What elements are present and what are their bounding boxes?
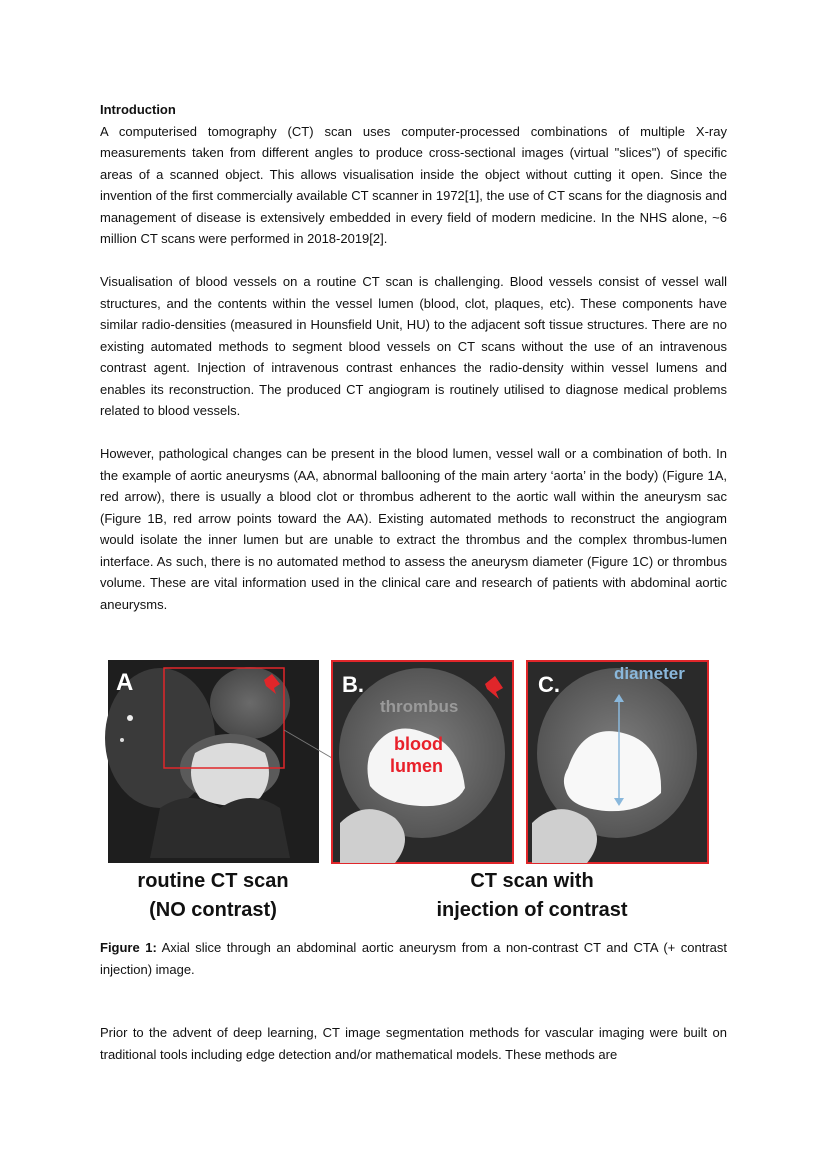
left-caption-line1: routine CT scan bbox=[137, 870, 289, 892]
right-caption-line2: injection of contrast bbox=[436, 899, 628, 921]
panel-c bbox=[527, 661, 708, 863]
paragraph-2: Visualisation of blood vessels on a routine CT scan is challenging. Blood vessels consist of vessel wall structures, and the contents within the vessel lumen (blood, clot, plaques, etc). These components have similar radio-densities (measured in Hounsfield Unit, HU) to the adjacent soft tissue structures. There are no existing automated methods to segment blood vessels on CT scans without the use of an intravenous contrast agent. Injection of intravenous contrast enhances the radio-density within vessel lumens and enables its reconstruction. The produced CT angiogram is routinely utilised to diagnose medical problems related to blood vessels. bbox=[100, 274, 727, 418]
aorta-shape bbox=[210, 667, 290, 739]
paragraph-1: A computerised tomography (CT) scan uses computer-processed combinations of multiple X-ray measurements taken from different angles to produce cross-sectional images (virtual "slices") of specific areas of a scanned object. This allows visualisation inside the object without cutting it open. Since the invention of the first commercially available CT scanner in 1972[1], the use of CT scans for the diagnosis and management of disease is extensively embedded in every field of modern medicine. In the NHS alone, ~6 million CT scans were performed in 2018-2019[2]. bbox=[100, 123, 727, 246]
vertebra-shape bbox=[191, 743, 269, 806]
panel-a-letter: A bbox=[116, 669, 134, 696]
section-heading: Introduction bbox=[100, 102, 176, 117]
main-text bbox=[100, 99, 727, 637]
panel-a bbox=[105, 660, 332, 863]
right-caption-line1: CT scan with bbox=[470, 870, 594, 892]
lumen-label: lumen bbox=[390, 756, 444, 776]
panel-c-letter: C. bbox=[538, 672, 560, 697]
figure-1-graphic bbox=[100, 658, 727, 926]
figure-1 bbox=[100, 658, 727, 926]
thrombus-label: thrombus bbox=[380, 697, 459, 716]
figure-caption-text: Axial slice through an abdominal aortic aneurysm from a non-contrast CT and CTA (+ contrast injection) image. bbox=[100, 940, 727, 977]
blood-label: blood bbox=[394, 734, 443, 754]
panel-b bbox=[332, 661, 513, 863]
paragraph-4: Prior to the advent of deep learning, CT image segmentation methods for vascular imaging were built on traditional tools including edge detection and/or mathematical models. These methods are bbox=[100, 1025, 727, 1062]
panel-b-letter: B. bbox=[342, 672, 364, 697]
figure-caption-label: Figure 1: bbox=[100, 940, 157, 955]
figure-caption bbox=[100, 937, 727, 980]
diameter-label: diameter bbox=[614, 664, 685, 683]
paragraph-3: However, pathological changes can be present in the blood lumen, vessel wall or a combination of both. In the example of aortic aneurysms (AA, abnormal ballooning of the main artery ‘aorta’ in the body) (Figure 1A, red arrow), there is usually a blood clot or thrombus adherent to the aortic wall within the aneurysm sac (Figure 1B, red arrow points toward the AA). Existing automated methods to reconstruct the angiogram would isolate the inner lumen but are unable to extract the thrombus and the complex thrombus-lumen interface. As such, there is no automated method to assess the aneurysm diameter (Figure 1C) or thrombus volume. These are vital information used in the clinical care and research of patients with abdominal aortic aneurysms. bbox=[100, 446, 727, 612]
left-caption-line2: (NO contrast) bbox=[149, 899, 277, 921]
